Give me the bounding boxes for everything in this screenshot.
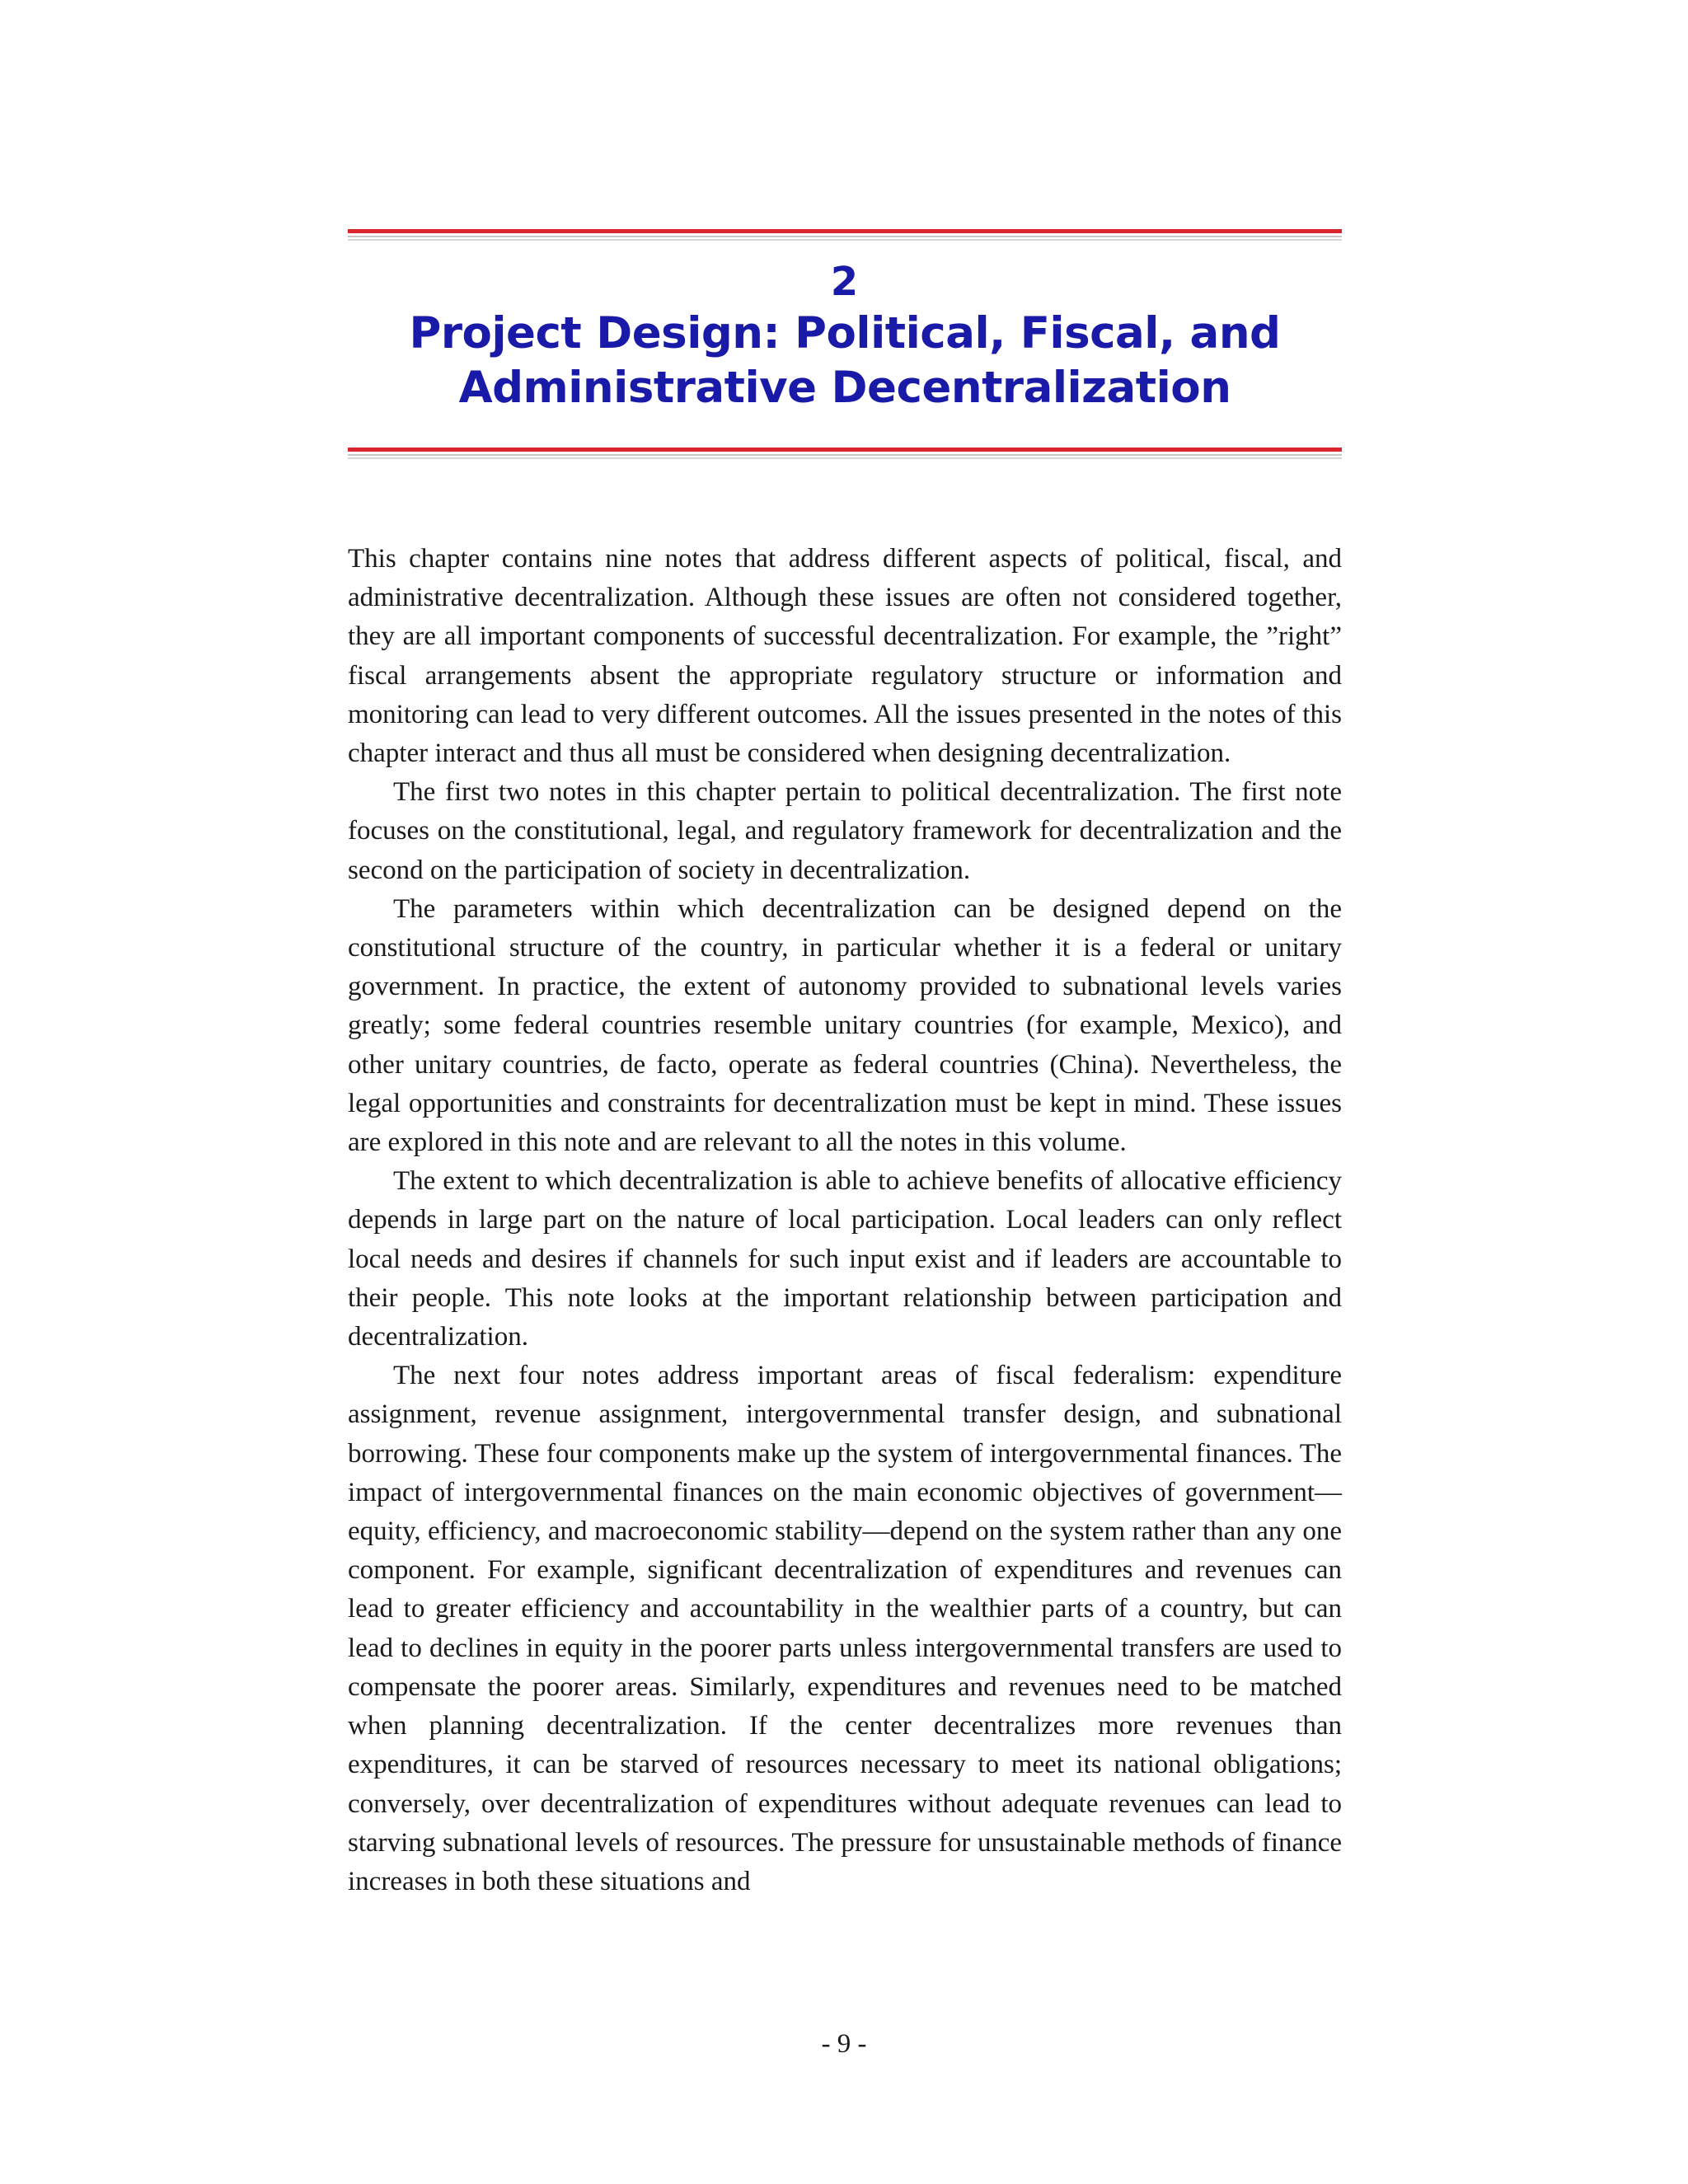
chapter-top-rule [348, 229, 1342, 241]
chapter-heading [348, 257, 1342, 415]
chapter-title-line-1: Project Design: Political, Fiscal, and [409, 308, 1281, 359]
paragraph-participation: The extent to which decentralization is able to achieve benefits of allocative efficiency depends in large part on the nature of local participation. Local leaders can only reflect local needs and desires if channels for such input exist and if leaders are accountable to their people. This note looks at the important relationship between participation and decentralization. [348, 1166, 1342, 1352]
paragraph-intro: This chapter contains nine notes that address different aspects of political, fiscal, and administrative decentralization. Although these issues are often not considered together, they are all important components of successful decentralization. For example, the ”right” fiscal arrangements absent the appropriate regulatory structure or information and monitoring can lead to very different outcomes. All the issues presented in the notes of this chapter interact and thus all must be considered when designing decentralization. [348, 544, 1342, 769]
paragraph-political: The first two notes in this chapter pertain to political decentralization. The first note focuses on the constitutional, legal, and regulatory framework for decentralization and the second on the participation of society in decentralization. [348, 777, 1342, 885]
paragraph-fiscal-federalism: The next four notes address important areas of fiscal federalism: expenditure assignment, revenue assignment, intergovernmental transfer design, and subnational borrowing. These four components make up the system of intergovernmental finances. The impact of intergovernmental finances on the main economic objectives of government—equity, efficiency, and macroeconomic stability—depend on the system rather than any one component. For example, significant decentralization of expenditures and revenues can lead to greater efficiency and accountability in the wealthier parts of a country, but can lead to declines in equity in the poorer parts unless intergovernmental transfers are used to compensate the poorer areas. Similarly, expenditures and revenues need to be matched when planning decentralization. If the center decentralizes more revenues than expenditures, it can be starved of resources necessary to meet its national obligations; conversely, over decentralization of expenditures without adequate revenues can lead to starving subnational levels of resources. The pressure for unsustainable methods of finance increases in both these situations and [348, 1361, 1342, 1896]
body-text [348, 540, 1342, 1901]
chapter-title-line-2: Administrative Decentralization [458, 363, 1231, 413]
paragraph-constitutional: The parameters within which decentralization can be designed depend on the constitutional structure of the country, in particular whether it is a federal or unitary government. In practice, the extent of autonomy provided to subnational levels varies greatly; some federal countries resemble unitary countries (for example, Mexico), and other unitary countries, de facto, operate as federal countries (China). Nevertheless, the legal opportunities and constraints for decentralization must be kept in mind. These issues are explored in this note and are relevant to all the notes in this volume. [348, 893, 1342, 1158]
chapter-number: 2 [830, 259, 860, 305]
page-number: - 9 - [821, 2029, 867, 2059]
chapter-bottom-rule [348, 448, 1342, 459]
